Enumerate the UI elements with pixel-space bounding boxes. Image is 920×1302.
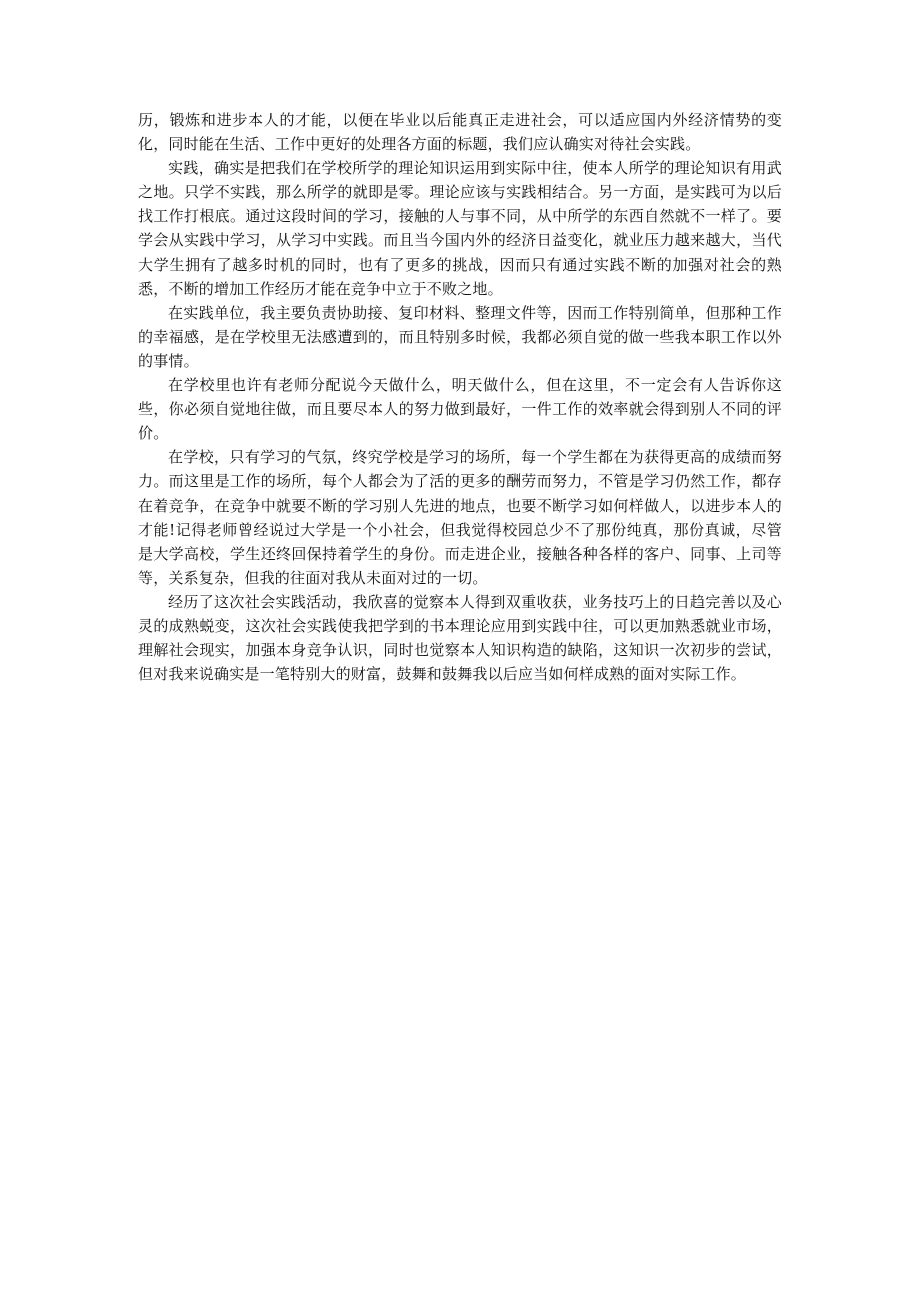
paragraph-practice-meaning: 实践，确实是把我们在学校所学的理论知识运用到实际中往，使本人所学的理论知识有用武之地。只学不实践，那么所学的就即是零。理论应该与实践相结合。另一方面，是实践可为以后找工作打根底。通过这段时间的学习，接触的人与事不同，从中所学的东西自然就不一样了。要学会从实践中学习，从学习中实践。而且当今国内外的经济日益变化，就业压力越来越大，当代大学生拥有了越多时机的同时，也有了更多的挑战，因而只有通过实践不断的加强对社会的熟悉，不断的增加工作经历才能在竞争中立于不败之地。 xyxy=(138,159,782,298)
paragraph-continued-intro: 历，锻炼和进步本人的才能，以便在毕业以后能真正走进社会，可以适应国内外经济情势的变化，同时能在生活、工作中更好的处理各方面的标题，我们应认确实对待社会实践。 xyxy=(138,111,782,154)
paragraph-self-initiative: 在学校里也许有老师分配说今天做什么，明天做什么，但在这里，不一定会有人告诉你这些，你必须自觉地往做，而且要尽本人的努力做到最好，一件工作的效率就会得到别人不同的评价。 xyxy=(138,376,782,443)
paragraph-practice-unit: 在实践单位，我主要负责协助接、复印材料、整理文件等，因而工作特别简单，但那种工作的幸福感，是在学校里无法感遭到的，而且特别多时候，我都必须自觉的做一些我本职工作以外的事情。 xyxy=(138,303,782,370)
document-body xyxy=(138,108,782,686)
paragraph-conclusion: 经历了这次社会实践活动，我欣喜的觉察本人得到双重收获，业务技巧上的日趋完善以及心灵的成熟蜕变，这次社会实践使我把学到的书本理论应用到实践中往，可以更加熟悉就业市场，理解社会现实，加强本身竞争认识，同时也觉察本人知识构造的缺陷，这知识一次初步的尝试，但对我来说确实是一笔特别大的财富，鼓舞和鼓舞我以后应当如何样成熟的面对实际工作。 xyxy=(138,592,782,684)
paragraph-school-vs-work: 在学校，只有学习的气氛，终究学校是学习的场所，每一个学生都在为获得更高的成绩而努力。而这里是工作的场所，每个人都会为了活的更多的酬劳而努力，不管是学习仍然工作，都存在着竞争，在竞争中就要不断的学习别人先进的地点，也要不断学习如何样做人，以进步本人的才能!记得老师曾经说过大学是一个小社会，但我觉得校园总少不了那份纯真，那份真诚，尽管是大学高校，学生还终回保持着学生的身份。而走进企业，接触各种各样的客户、同事、上司等等，关系复杂，但我的往面对我从未面对过的一切。 xyxy=(138,448,782,587)
